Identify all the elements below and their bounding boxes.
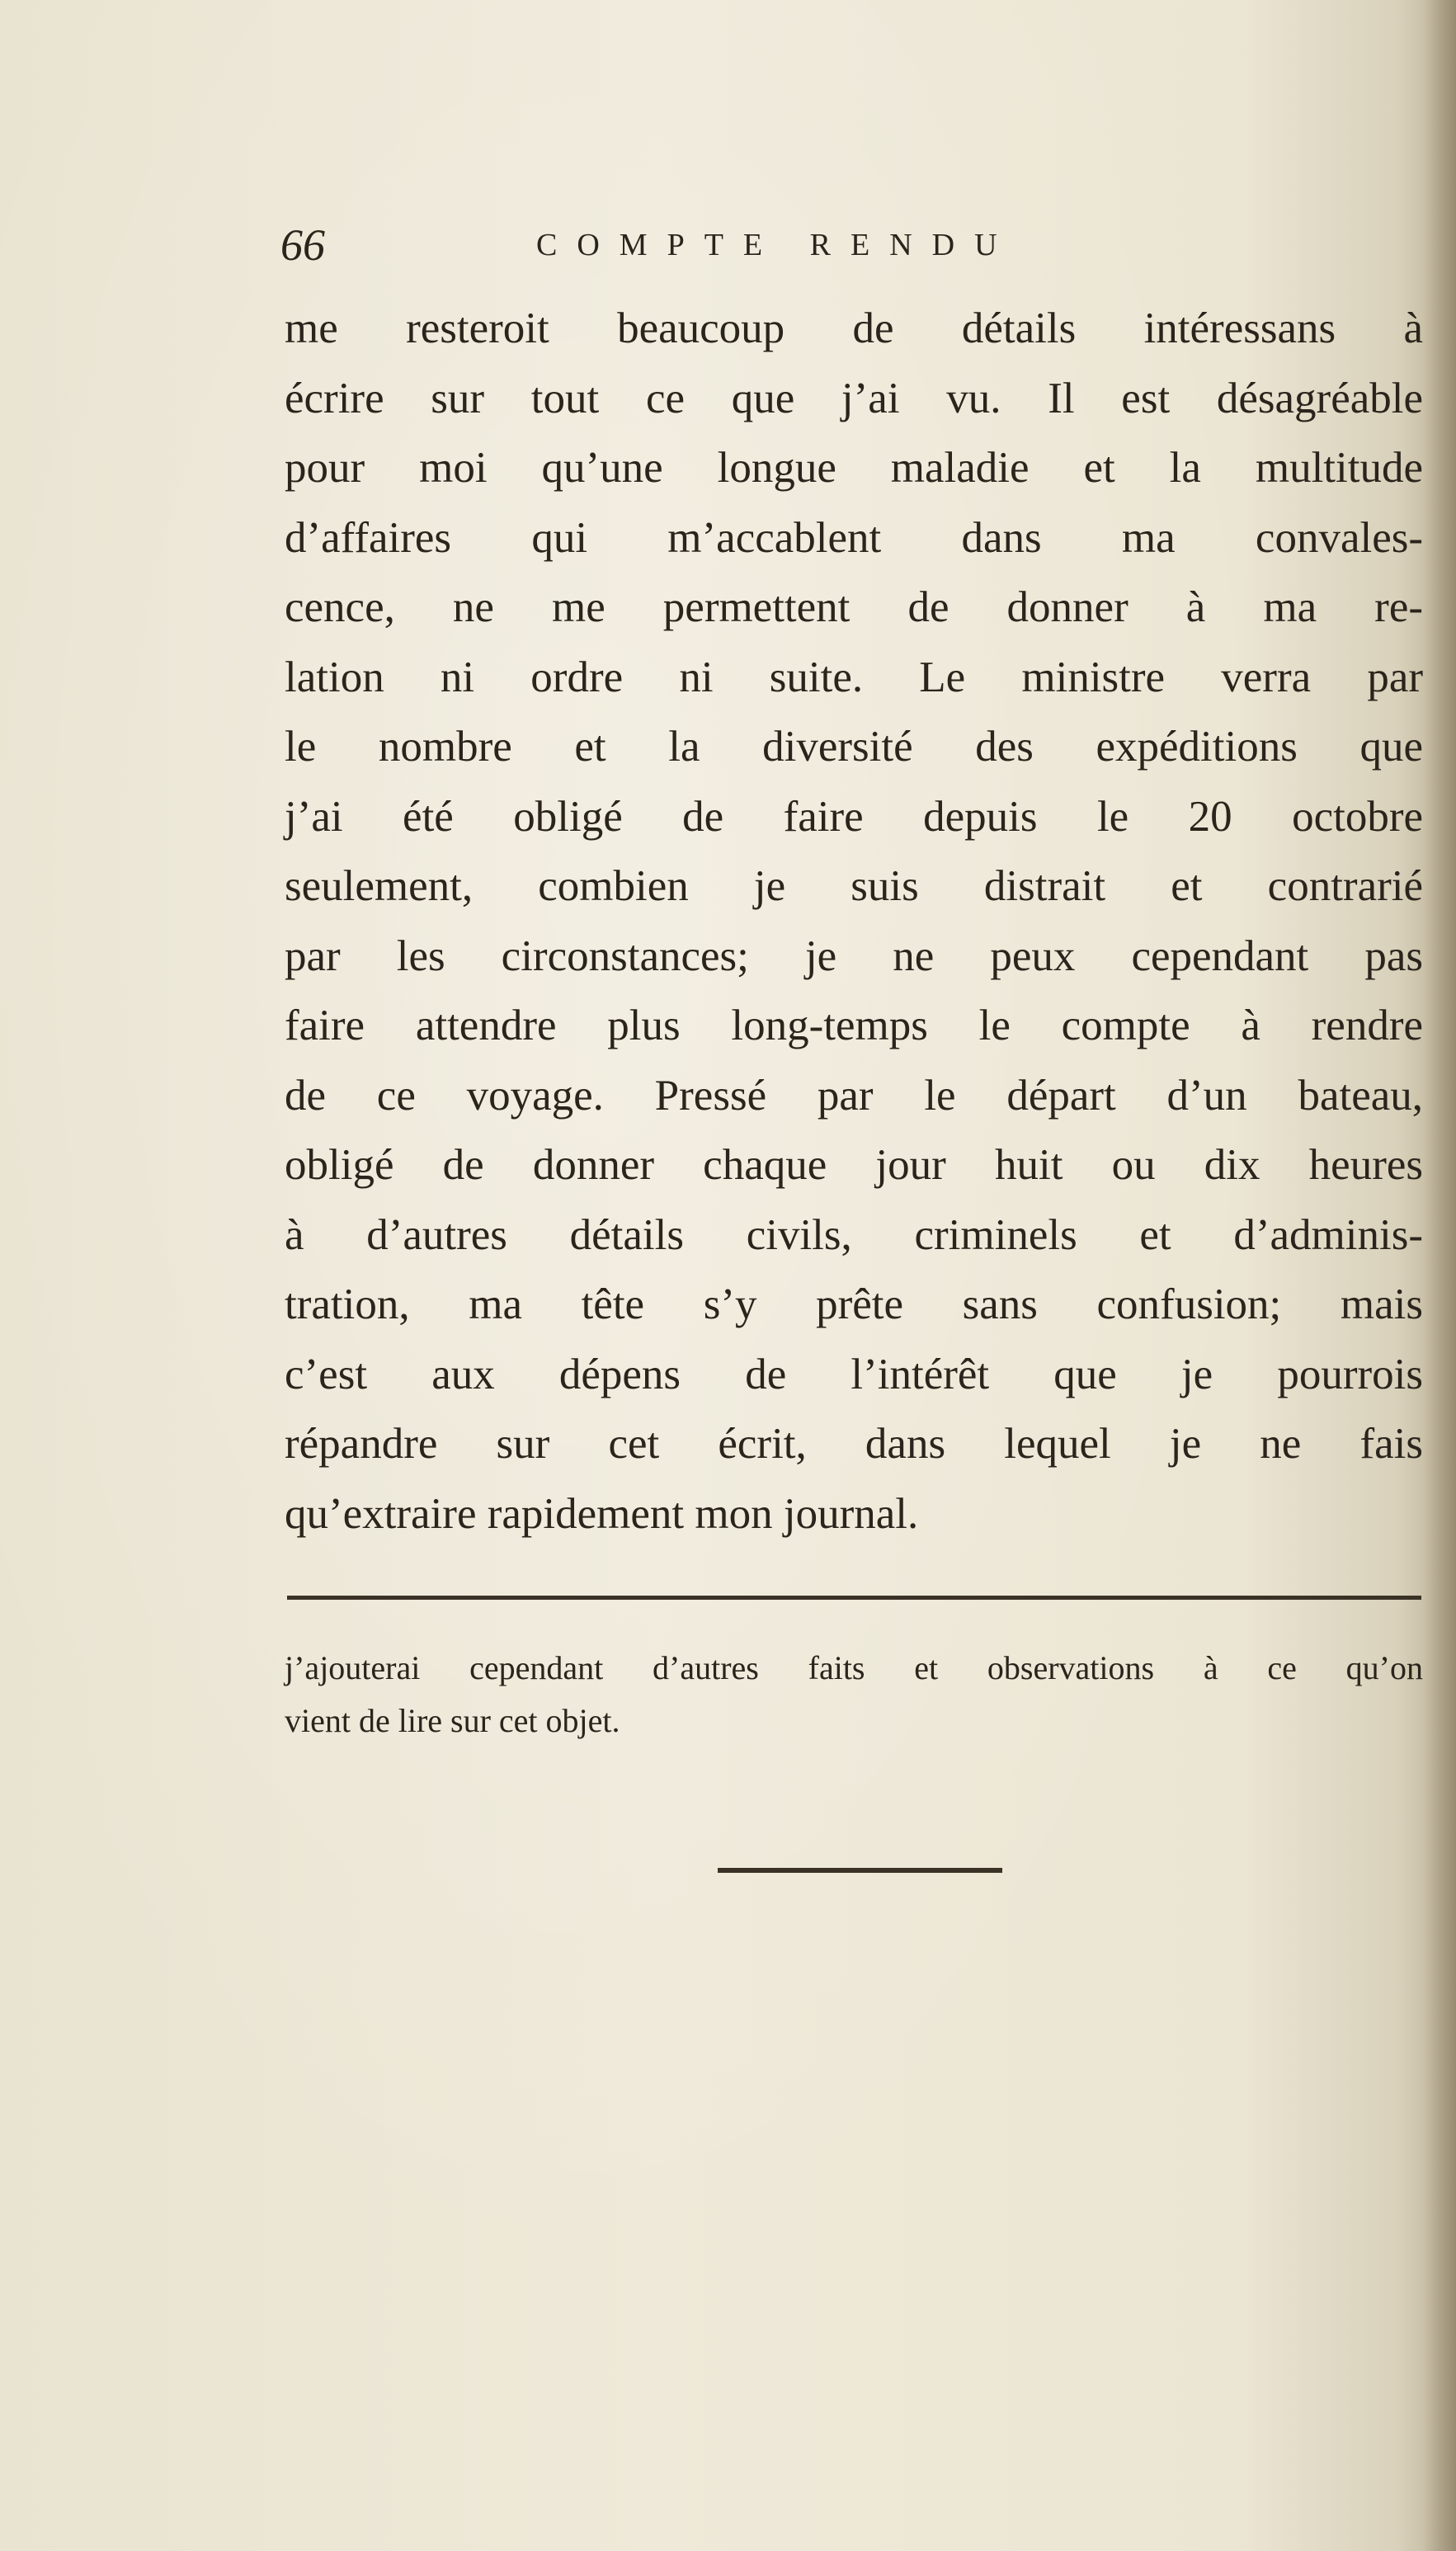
text-line: tration, ma tête s’y prête sans confusion; mais bbox=[285, 1280, 1423, 1328]
page-edge-shadow bbox=[1423, 0, 1456, 2551]
footnote-line: j’ajouterai cependant d’autres faits et observations à ce qu’on bbox=[285, 1649, 1423, 1686]
text-line: me resteroit beaucoup de détails intéressans à bbox=[285, 304, 1423, 352]
text-line: seulement, combien je suis distrait et contrarié bbox=[285, 862, 1423, 910]
text-line: de ce voyage. Pressé par le départ d’un bateau, bbox=[285, 1071, 1423, 1120]
body-text bbox=[285, 294, 1423, 1549]
footnote-separator-rule bbox=[287, 1596, 1421, 1600]
text-line: d’affaires qui m’accablent dans ma convales- bbox=[285, 513, 1423, 562]
text-line: répandre sur cet écrit, dans lequel je ne fais bbox=[285, 1420, 1423, 1468]
footnote-line: vient de lire sur cet objet. bbox=[285, 1702, 620, 1739]
text-line: par les circonstances; je ne peux cependant pas bbox=[285, 931, 1423, 980]
text-line: faire attendre plus long-temps le compte à rendre bbox=[285, 1002, 1423, 1049]
text-line: le nombre et la diversité des expéditions que bbox=[285, 723, 1423, 771]
text-line: écrire sur tout ce que j’ai vu. Il est désagréable bbox=[285, 374, 1423, 422]
page-number: 66 bbox=[280, 220, 325, 270]
running-head bbox=[280, 216, 1213, 274]
text-line: j’ai été obligé de faire depuis le 20 octobre bbox=[285, 792, 1423, 841]
running-title: COMPTE RENDU bbox=[536, 228, 1017, 262]
text-line: à d’autres détails civils, criminels et d’adminis- bbox=[285, 1210, 1423, 1259]
text-line: obligé de donner chaque jour huit ou dix heures bbox=[285, 1141, 1423, 1189]
text-line: pour moi qu’une longue maladie et la multitude bbox=[285, 444, 1423, 492]
text-line: qu’extraire rapidement mon journal. bbox=[285, 1489, 919, 1538]
text-line: cence, ne me permettent de donner à ma re- bbox=[285, 583, 1423, 631]
end-ornament-rule bbox=[718, 1868, 1002, 1873]
text-line: c’est aux dépens de l’intérêt que je pourrois bbox=[285, 1350, 1423, 1398]
text-line: lation ni ordre ni suite. Le ministre verra par bbox=[285, 653, 1423, 701]
footnote bbox=[285, 1642, 1423, 1747]
